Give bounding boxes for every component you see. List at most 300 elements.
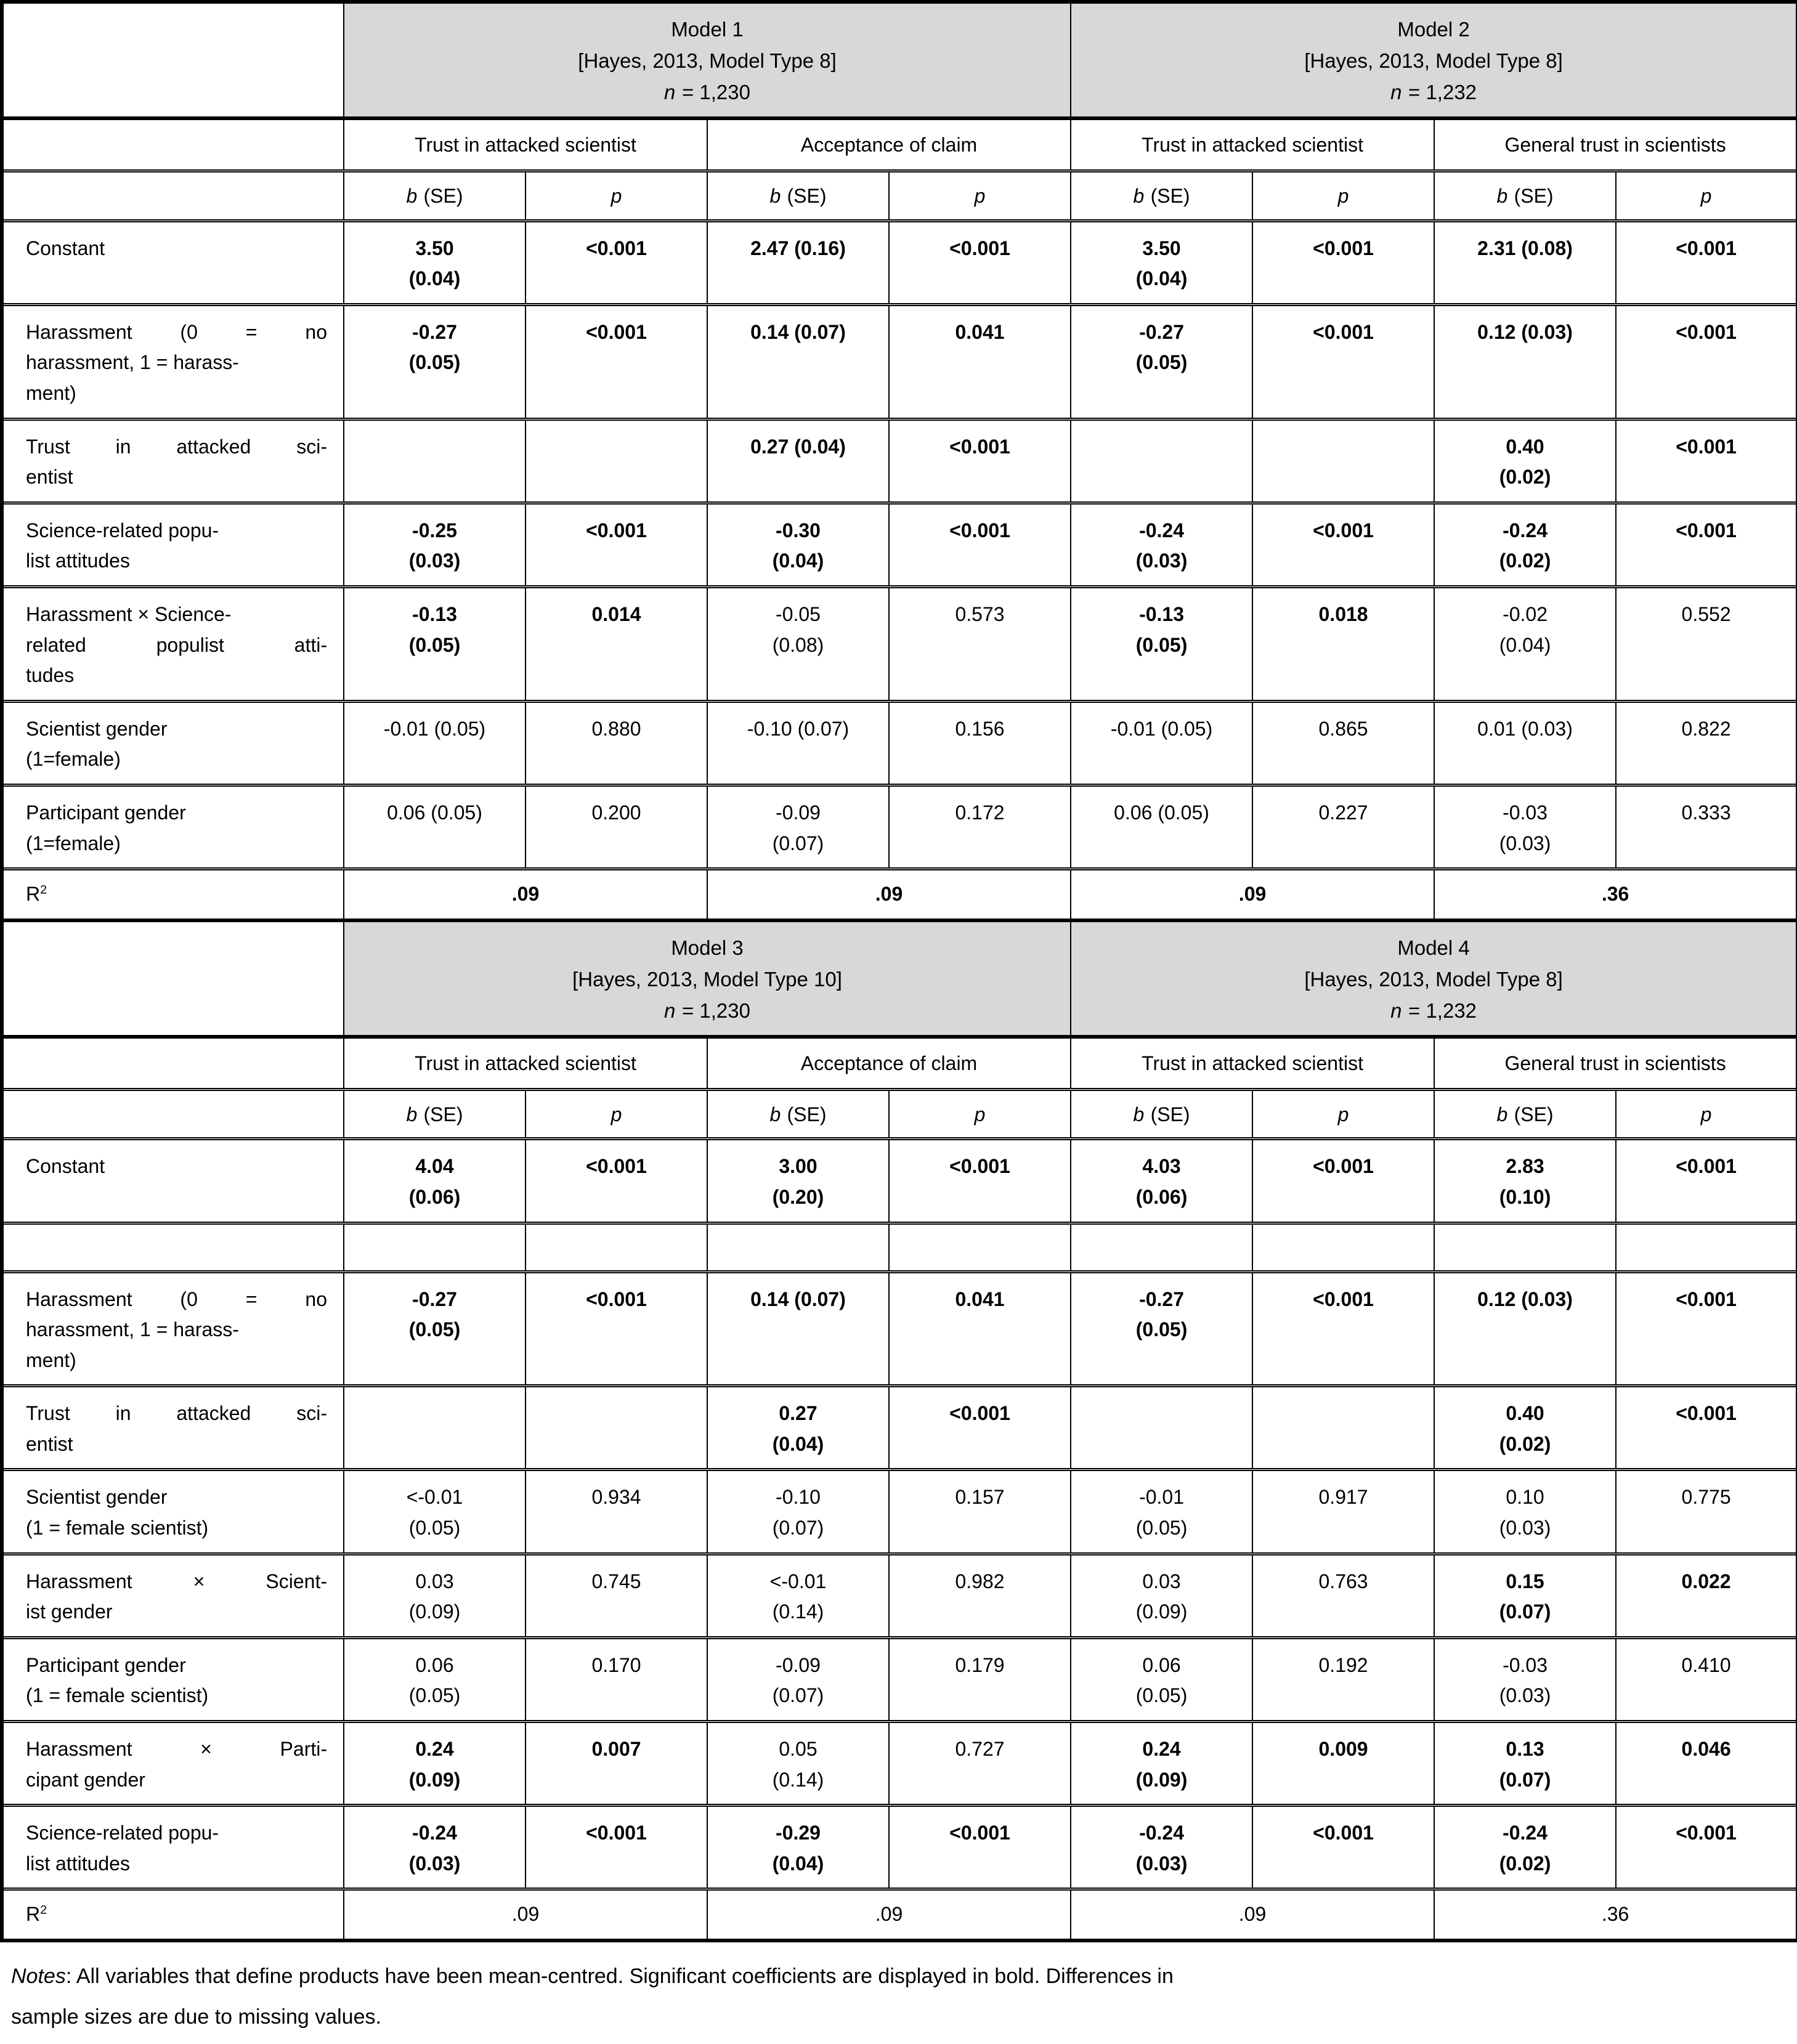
model-reference: [Hayes, 2013, Model Type 8] — [1304, 49, 1563, 73]
b-cell — [707, 1470, 889, 1554]
r2-base: R — [26, 1903, 41, 1926]
label-line: Constant — [26, 1155, 105, 1178]
p-cell — [889, 304, 1071, 419]
b-cell — [1071, 1722, 1252, 1806]
value-line: (0.05) — [408, 1684, 461, 1707]
value-line: -0.27 — [1139, 1288, 1185, 1310]
value-line: 0.156 — [955, 717, 1005, 740]
b-cell — [1071, 785, 1252, 869]
b-cell — [344, 586, 525, 701]
p-cell — [1252, 1722, 1434, 1806]
value-line: <0.001 — [1676, 320, 1737, 343]
p-symbol: p — [974, 1103, 986, 1125]
b-cell — [1434, 1139, 1616, 1223]
value-line: <0.001 — [586, 519, 647, 541]
corner-cell — [2, 118, 344, 171]
value-line: -0.10 — [776, 1486, 821, 1509]
label-line: harassment, 1 = harass- — [26, 1318, 239, 1341]
value-line: (0.14) — [772, 1768, 824, 1791]
b-se-header — [1434, 171, 1616, 221]
model-title: Model 4 — [1397, 936, 1470, 959]
b-cell — [344, 1722, 525, 1806]
value-line: (0.06) — [408, 1185, 461, 1208]
p-symbol: p — [1337, 1103, 1349, 1125]
value-line: -0.24 — [1139, 519, 1185, 541]
p-cell — [525, 701, 707, 785]
label-line: (1=female) — [26, 748, 121, 771]
p-cell — [889, 1806, 1071, 1889]
r2-sup: 2 — [40, 1903, 47, 1917]
b-cell — [1434, 586, 1616, 701]
model-title: Model 1 — [671, 18, 744, 41]
p-cell — [525, 1271, 707, 1386]
b-cell — [707, 1139, 889, 1223]
value-line: <0.001 — [1313, 1822, 1374, 1844]
value-line: 0.552 — [1681, 602, 1731, 625]
table-row — [2, 586, 1797, 701]
value-line: (0.20) — [772, 1185, 824, 1208]
p-cell — [889, 503, 1071, 586]
b-se-header — [1071, 171, 1252, 221]
b-symbol: b — [769, 185, 781, 208]
corner-cell — [2, 171, 344, 221]
value-line: <0.001 — [1313, 519, 1374, 541]
value-line: -0.01 — [1139, 1486, 1185, 1509]
value-line: 0.01 (0.03) — [1477, 717, 1573, 740]
p-cell — [1252, 1139, 1434, 1223]
coef-header-row — [2, 171, 1797, 221]
b-cell — [344, 701, 525, 785]
notes-line-2: sample sizes are due to missing values. — [11, 2005, 381, 2029]
value-line: 0.05 — [779, 1738, 817, 1761]
label-line: Harassment (0 = no — [26, 320, 327, 343]
p-header — [1616, 171, 1797, 221]
value-line: <-0.01 — [769, 1570, 827, 1592]
b-cell — [344, 1386, 525, 1470]
value-line: 0.018 — [1318, 602, 1368, 625]
model-sample-size — [351, 76, 1064, 108]
value-line: -0.10 (0.07) — [747, 717, 850, 740]
value-line: <0.001 — [1676, 237, 1737, 259]
r2-value: .36 — [1434, 869, 1797, 920]
model-header — [344, 2, 1071, 118]
row-label — [2, 221, 344, 304]
value-line: -0.02 — [1503, 602, 1548, 625]
n-value: = 1,232 — [1408, 81, 1477, 104]
table-row — [2, 221, 1797, 304]
b-cell — [707, 1271, 889, 1386]
p-cell — [1252, 1223, 1434, 1271]
row-label — [2, 1722, 344, 1806]
p-cell — [525, 221, 707, 304]
value-line: 3.50 — [415, 237, 454, 259]
value-line: -0.24 — [1503, 1822, 1548, 1844]
label-line: ment) — [26, 381, 76, 404]
value-line: (0.09) — [1135, 1768, 1188, 1791]
value-line: 0.573 — [955, 602, 1005, 625]
label-line: Science-related popu- — [26, 1822, 219, 1844]
b-cell — [1434, 1386, 1616, 1470]
p-cell — [889, 1722, 1071, 1806]
se-label: (SE) — [1150, 185, 1190, 208]
b-cell — [1434, 1271, 1616, 1386]
model-header — [1071, 2, 1797, 118]
p-header — [1252, 1089, 1434, 1139]
label-line: (1 = female scientist) — [26, 1517, 209, 1539]
p-cell — [1252, 1386, 1434, 1470]
model-reference: [Hayes, 2013, Model Type 8] — [1304, 967, 1563, 991]
value-line: (0.07) — [1499, 1600, 1551, 1623]
value-line: (0.05) — [408, 633, 461, 656]
p-header — [889, 171, 1071, 221]
n-symbol: n — [664, 81, 676, 104]
value-line: 0.410 — [1681, 1653, 1731, 1676]
value-line: 0.727 — [955, 1738, 1005, 1761]
value-line: (0.04) — [772, 1852, 824, 1875]
value-line: 0.007 — [591, 1738, 641, 1761]
p-cell — [1252, 1637, 1434, 1721]
p-cell — [1616, 503, 1797, 586]
value-line: (0.04) — [1499, 633, 1551, 656]
row-label — [2, 1637, 344, 1721]
value-line: 2.31 (0.08) — [1477, 237, 1573, 259]
label-line: (1 = female scientist) — [26, 1684, 209, 1707]
p-cell — [525, 1139, 707, 1223]
b-cell — [1071, 1806, 1252, 1889]
r2-label — [2, 869, 344, 920]
r2-value: .36 — [1434, 1889, 1797, 1941]
r2-value: .09 — [1071, 869, 1434, 920]
value-line: <0.001 — [586, 320, 647, 343]
value-line: (0.05) — [408, 1517, 461, 1539]
b-cell — [1434, 221, 1616, 304]
r2-value: .09 — [707, 869, 1071, 920]
model-reference: [Hayes, 2013, Model Type 8] — [578, 49, 837, 73]
r2-base: R — [26, 883, 41, 906]
b-cell — [707, 1554, 889, 1637]
n-value: = 1,232 — [1408, 999, 1477, 1022]
b-cell — [1071, 1470, 1252, 1554]
value-line: (0.03) — [1499, 1684, 1551, 1707]
value-line: 0.041 — [955, 1288, 1005, 1310]
notes-prefix: Notes — [11, 1965, 66, 1988]
label-line: cipant gender — [26, 1768, 145, 1791]
outcome-header: General trust in scientists — [1434, 118, 1797, 171]
b-cell — [344, 1637, 525, 1721]
r-squared-row — [2, 1889, 1797, 1941]
p-cell — [889, 1271, 1071, 1386]
value-line: 3.00 — [779, 1155, 817, 1178]
value-line: 0.06 — [415, 1653, 454, 1676]
p-cell — [1616, 1470, 1797, 1554]
b-se-header — [1071, 1089, 1252, 1139]
corner-cell — [2, 2, 344, 118]
b-se-header — [344, 1089, 525, 1139]
table-row — [2, 304, 1797, 419]
p-cell — [889, 785, 1071, 869]
value-line: <0.001 — [949, 435, 1010, 458]
b-cell — [1071, 1554, 1252, 1637]
p-cell — [1616, 221, 1797, 304]
b-cell — [344, 503, 525, 586]
b-cell — [344, 1806, 525, 1889]
label-line: Trust in attacked sci- — [26, 1402, 327, 1425]
p-symbol: p — [1337, 185, 1349, 208]
value-line: 0.15 — [1506, 1570, 1544, 1592]
label-line: Participant gender — [26, 801, 186, 824]
value-line: 0.745 — [591, 1570, 641, 1592]
value-line: 0.12 (0.03) — [1477, 320, 1573, 343]
value-line: 0.822 — [1681, 717, 1731, 740]
value-line: (0.03) — [1499, 832, 1551, 854]
value-line: (0.03) — [408, 1852, 461, 1875]
table-row — [2, 1806, 1797, 1889]
label-line: Science-related popu- — [26, 519, 219, 541]
b-cell — [1434, 785, 1616, 869]
b-cell — [1071, 586, 1252, 701]
value-line: 0.24 — [415, 1738, 454, 1761]
value-line: (0.06) — [1135, 1185, 1188, 1208]
table-row — [2, 701, 1797, 785]
label-line: Harassment × Scient- — [26, 1570, 327, 1592]
value-line: 0.917 — [1318, 1486, 1368, 1509]
model-header-row — [2, 2, 1797, 118]
label-line: tudes — [26, 664, 75, 687]
b-cell — [707, 503, 889, 586]
p-cell — [525, 1223, 707, 1271]
b-cell — [1434, 1722, 1616, 1806]
p-cell — [889, 1223, 1071, 1271]
b-cell — [1434, 701, 1616, 785]
b-symbol: b — [406, 1103, 418, 1125]
model-title: Model 3 — [671, 936, 744, 959]
p-cell — [1252, 304, 1434, 419]
p-cell — [1616, 1223, 1797, 1271]
b-symbol: b — [406, 185, 418, 208]
se-label: (SE) — [1150, 1103, 1190, 1125]
p-cell — [1616, 1637, 1797, 1721]
value-line: 0.06 (0.05) — [1114, 801, 1209, 824]
p-cell — [525, 785, 707, 869]
value-line: 0.157 — [955, 1486, 1005, 1509]
se-label: (SE) — [423, 1103, 463, 1125]
b-cell — [344, 1554, 525, 1637]
row-label — [2, 785, 344, 869]
value-line: (0.07) — [772, 1517, 824, 1539]
b-se-header — [707, 1089, 889, 1139]
b-cell — [344, 1139, 525, 1223]
value-line: 3.50 — [1142, 237, 1181, 259]
b-cell — [344, 221, 525, 304]
table-row — [2, 1722, 1797, 1806]
value-line: (0.05) — [1135, 351, 1188, 374]
value-line: -0.25 — [412, 519, 457, 541]
b-cell — [1071, 701, 1252, 785]
table-row — [2, 1139, 1797, 1223]
value-line: 0.40 — [1506, 435, 1544, 458]
p-cell — [1616, 1806, 1797, 1889]
value-line: (0.04) — [1135, 267, 1188, 290]
p-cell — [1616, 1386, 1797, 1470]
value-line: 0.046 — [1681, 1738, 1731, 1761]
p-cell — [525, 503, 707, 586]
b-symbol: b — [1133, 1103, 1145, 1125]
row-label — [2, 304, 344, 419]
row-label — [2, 1271, 344, 1386]
label-line: (1=female) — [26, 832, 121, 854]
b-cell — [344, 1223, 525, 1271]
model-header — [1071, 920, 1797, 1037]
value-line: -0.24 — [1139, 1822, 1185, 1844]
value-line: -0.13 — [1139, 602, 1185, 625]
b-se-header — [707, 171, 889, 221]
label-line: entist — [26, 466, 73, 489]
value-line: -0.03 — [1503, 1653, 1548, 1676]
value-line: 0.172 — [955, 801, 1005, 824]
outcome-header: General trust in scientists — [1434, 1037, 1797, 1089]
b-cell — [1434, 1470, 1616, 1554]
value-line: (0.03) — [1499, 1517, 1551, 1539]
p-cell — [889, 701, 1071, 785]
corner-cell — [2, 920, 344, 1037]
value-line: -0.01 (0.05) — [383, 717, 486, 740]
table-row — [2, 785, 1797, 869]
value-line: (0.09) — [408, 1600, 461, 1623]
value-line: <0.001 — [949, 1155, 1010, 1178]
row-label — [2, 701, 344, 785]
b-cell — [344, 1470, 525, 1554]
value-line: 0.24 — [1142, 1738, 1181, 1761]
se-label: (SE) — [423, 185, 463, 208]
p-cell — [1252, 1554, 1434, 1637]
value-line: (0.03) — [1135, 550, 1188, 572]
value-line: 0.192 — [1318, 1653, 1368, 1676]
r-squared-row — [2, 869, 1797, 920]
p-cell — [1616, 586, 1797, 701]
b-cell — [707, 1223, 889, 1271]
value-line: (0.02) — [1499, 550, 1551, 572]
value-line: 0.13 — [1506, 1738, 1544, 1761]
label-line: ment) — [26, 1348, 76, 1371]
table-row — [2, 1554, 1797, 1637]
b-cell — [707, 701, 889, 785]
p-symbol: p — [974, 185, 986, 208]
value-line: (0.09) — [1135, 1600, 1188, 1623]
value-line: 4.04 — [415, 1155, 454, 1178]
value-line: 0.170 — [591, 1653, 641, 1676]
value-line: -0.01 (0.05) — [1110, 717, 1213, 740]
label-line: list attitudes — [26, 550, 130, 572]
value-line: (0.05) — [1135, 1684, 1188, 1707]
label-line: list attitudes — [26, 1852, 130, 1875]
value-line: -0.29 — [776, 1822, 821, 1844]
value-line: (0.02) — [1499, 1852, 1551, 1875]
value-line: -0.09 — [776, 801, 821, 824]
b-se-header — [1434, 1089, 1616, 1139]
value-line: 0.200 — [591, 801, 641, 824]
notes-line-1 — [11, 1956, 1786, 1997]
corner-cell — [2, 1089, 344, 1139]
value-line: <0.001 — [586, 1155, 647, 1178]
model-header — [344, 920, 1071, 1037]
b-cell — [1071, 419, 1252, 503]
p-cell — [1252, 586, 1434, 701]
value-line: (0.07) — [772, 1684, 824, 1707]
p-cell — [1252, 419, 1434, 503]
r2-value: .09 — [707, 1889, 1071, 1941]
p-cell — [889, 221, 1071, 304]
value-line: 0.880 — [591, 717, 641, 740]
value-line: (0.02) — [1499, 1432, 1551, 1455]
value-line: <0.001 — [1676, 1822, 1737, 1844]
b-cell — [1071, 1386, 1252, 1470]
label-line: Harassment (0 = no — [26, 1288, 327, 1310]
value-line: 0.06 — [1142, 1653, 1181, 1676]
outcome-header: Trust in attacked scientist — [344, 118, 707, 171]
p-cell — [889, 1554, 1071, 1637]
value-line: 0.10 — [1506, 1486, 1544, 1509]
p-cell — [1616, 701, 1797, 785]
value-line: -0.09 — [776, 1653, 821, 1676]
value-line: -0.27 — [412, 320, 457, 343]
value-line: (0.04) — [772, 1432, 824, 1455]
value-line: 0.333 — [1681, 801, 1731, 824]
p-cell — [1616, 1139, 1797, 1223]
p-cell — [1252, 1806, 1434, 1889]
model-sample-size — [351, 995, 1064, 1026]
p-cell — [889, 419, 1071, 503]
p-cell — [1616, 1271, 1797, 1386]
value-line: <0.001 — [949, 1822, 1010, 1844]
spacer-row — [2, 1223, 1797, 1271]
b-cell — [1071, 1139, 1252, 1223]
b-cell — [707, 1637, 889, 1721]
b-cell — [707, 304, 889, 419]
b-cell — [1434, 503, 1616, 586]
b-cell — [707, 221, 889, 304]
outcome-header: Trust in attacked scientist — [344, 1037, 707, 1089]
label-line: Scientist gender — [26, 1486, 168, 1509]
value-line: 0.009 — [1318, 1738, 1368, 1761]
p-cell — [525, 1554, 707, 1637]
value-line: 0.06 (0.05) — [387, 801, 482, 824]
value-line: (0.07) — [772, 832, 824, 854]
b-cell — [707, 1806, 889, 1889]
outcome-header: Trust in attacked scientist — [1071, 118, 1434, 171]
p-symbol: p — [1700, 1103, 1712, 1125]
value-line: 2.83 — [1506, 1155, 1544, 1178]
value-line: 0.227 — [1318, 801, 1368, 824]
value-line: 0.982 — [955, 1570, 1005, 1592]
value-line: -0.05 — [776, 602, 821, 625]
label-line: harassment, 1 = harass- — [26, 351, 239, 374]
row-label — [2, 1806, 344, 1889]
p-cell — [1252, 1271, 1434, 1386]
value-line: <0.001 — [1676, 1288, 1737, 1310]
b-cell — [344, 304, 525, 419]
notes-text: : All variables that define products have been mean-centred. Significant coefficients are displayed in bold. Differences in — [65, 1965, 1174, 1988]
value-line: (0.05) — [408, 351, 461, 374]
b-cell — [1071, 503, 1252, 586]
label-line: entist — [26, 1432, 73, 1455]
b-cell — [344, 1271, 525, 1386]
value-line: <0.001 — [586, 237, 647, 259]
row-label — [2, 419, 344, 503]
b-cell — [1434, 1223, 1616, 1271]
value-line: (0.05) — [1135, 1517, 1188, 1539]
r2-value: .09 — [1071, 1889, 1434, 1941]
p-cell — [1252, 701, 1434, 785]
